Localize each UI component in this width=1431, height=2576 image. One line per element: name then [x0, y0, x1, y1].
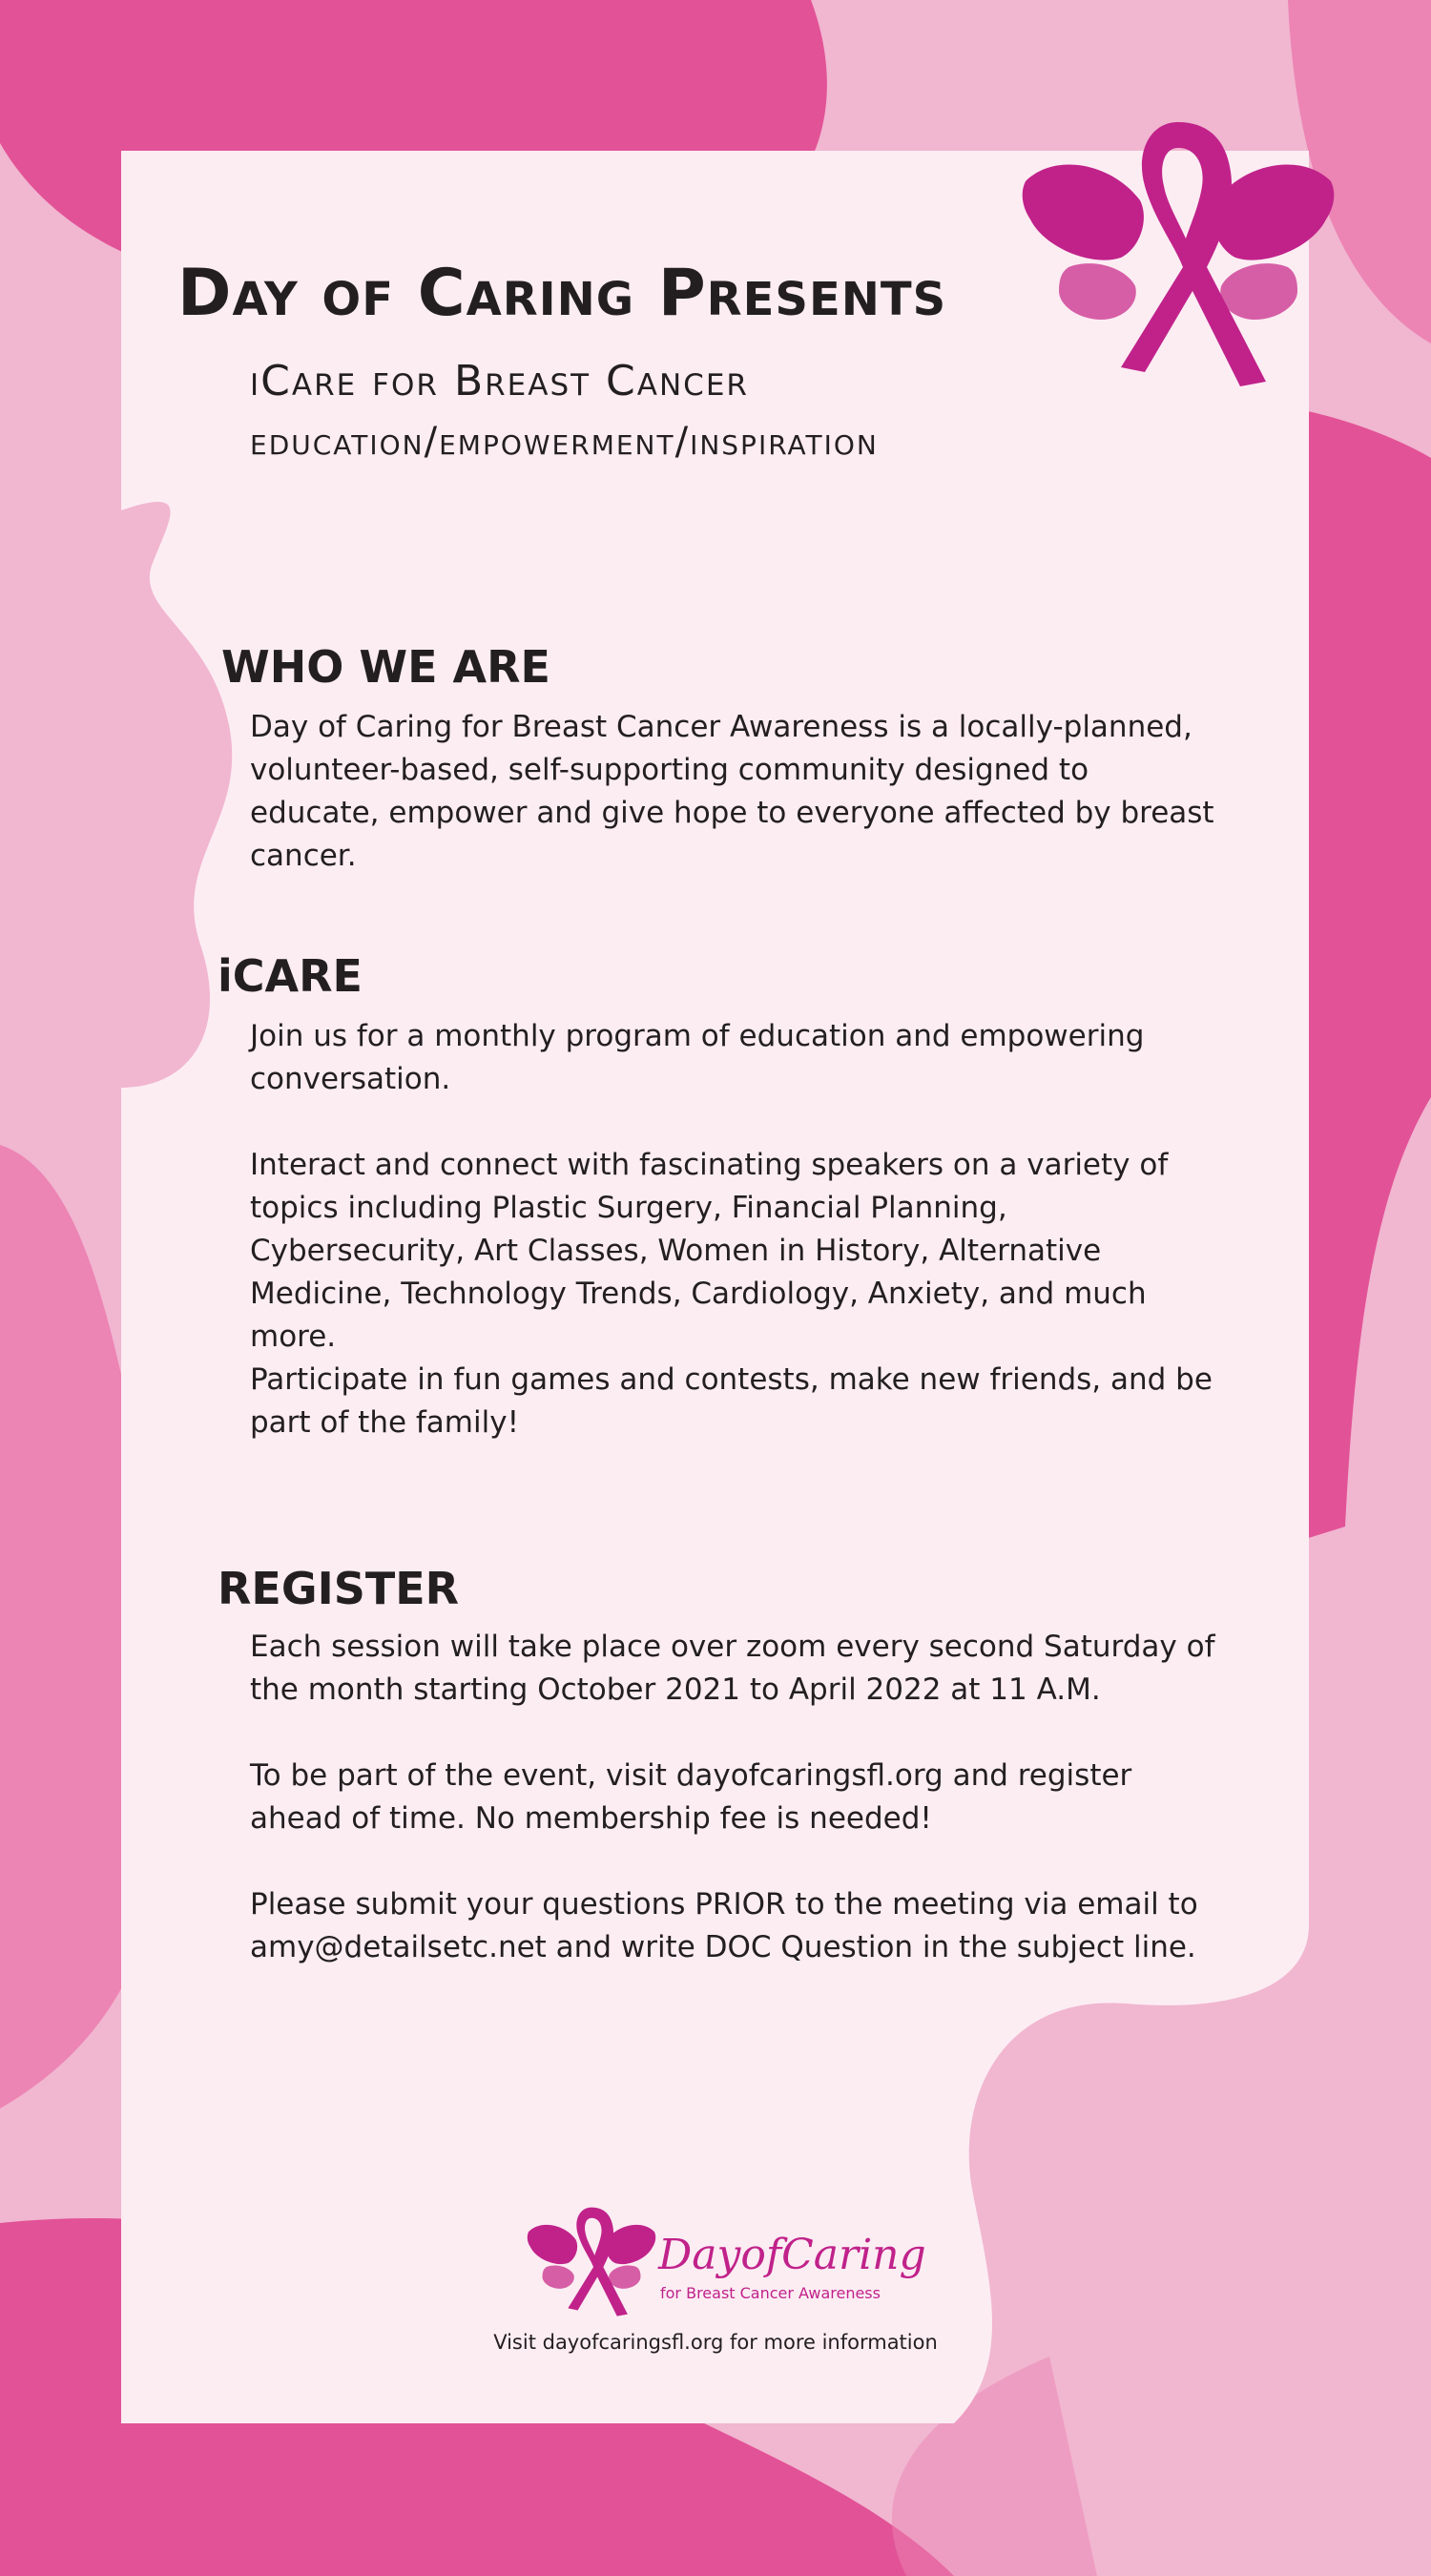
register-paragraph-questions: Please submit your questions PRIOR to the meeting via email to amy@detailsetc.net and write DOC Question in the subject line.	[250, 1887, 1198, 1964]
logo-butterfly-ribbon-icon	[525, 2204, 658, 2318]
icare-paragraph-speakers: Interact and connect with fascinating speakers on a variety of topics including Plastic Surgery, Financial Planning, Cybersecurity, Art Classes, Women in History, Alternative Medicine, Technology Trends, Cardiology, Anxiety, and much more.	[250, 1148, 1169, 1354]
register-paragraph-schedule: Each session will take place over zoom every second Saturday of the month starting October 2021 to April 2022 at 11 A.M.	[250, 1630, 1215, 1707]
footer-info-text: Visit dayofcaringsfl.org for more information	[493, 2331, 938, 2354]
icare-paragraph-intro: Join us for a monthly program of education and empowering conversation.	[250, 1019, 1145, 1096]
butterfly-ribbon-icon	[1016, 114, 1340, 391]
section-title-icare: iCARE	[218, 950, 363, 1002]
section-title-register: REGISTER	[218, 1563, 460, 1614]
icare-paragraph-games: Participate in fun games and contests, make new friends, and be part of the family!	[250, 1362, 1213, 1440]
subtitle-program-name: iCare for Breast Cancer	[250, 357, 749, 405]
section-title-who-we-are: WHO WE ARE	[221, 641, 550, 693]
page-title: Day of Caring Presents	[177, 256, 947, 331]
subtitle-tagline: education/empowerment/inspiration	[250, 420, 879, 464]
register-paragraph-visit: To be part of the event, visit dayofcaringsfl.org and register ahead of time. No membership fee is needed!	[250, 1758, 1132, 1836]
logo-tagline: for Breast Cancer Awareness	[660, 2284, 881, 2302]
who-we-are-paragraph: Day of Caring for Breast Cancer Awareness is a locally-planned, volunteer-based, self-supporting community designed to educate, empower and give hope to everyone affected by breast cancer.	[250, 710, 1214, 873]
logo-wordmark: DayofCaring	[658, 2231, 926, 2279]
